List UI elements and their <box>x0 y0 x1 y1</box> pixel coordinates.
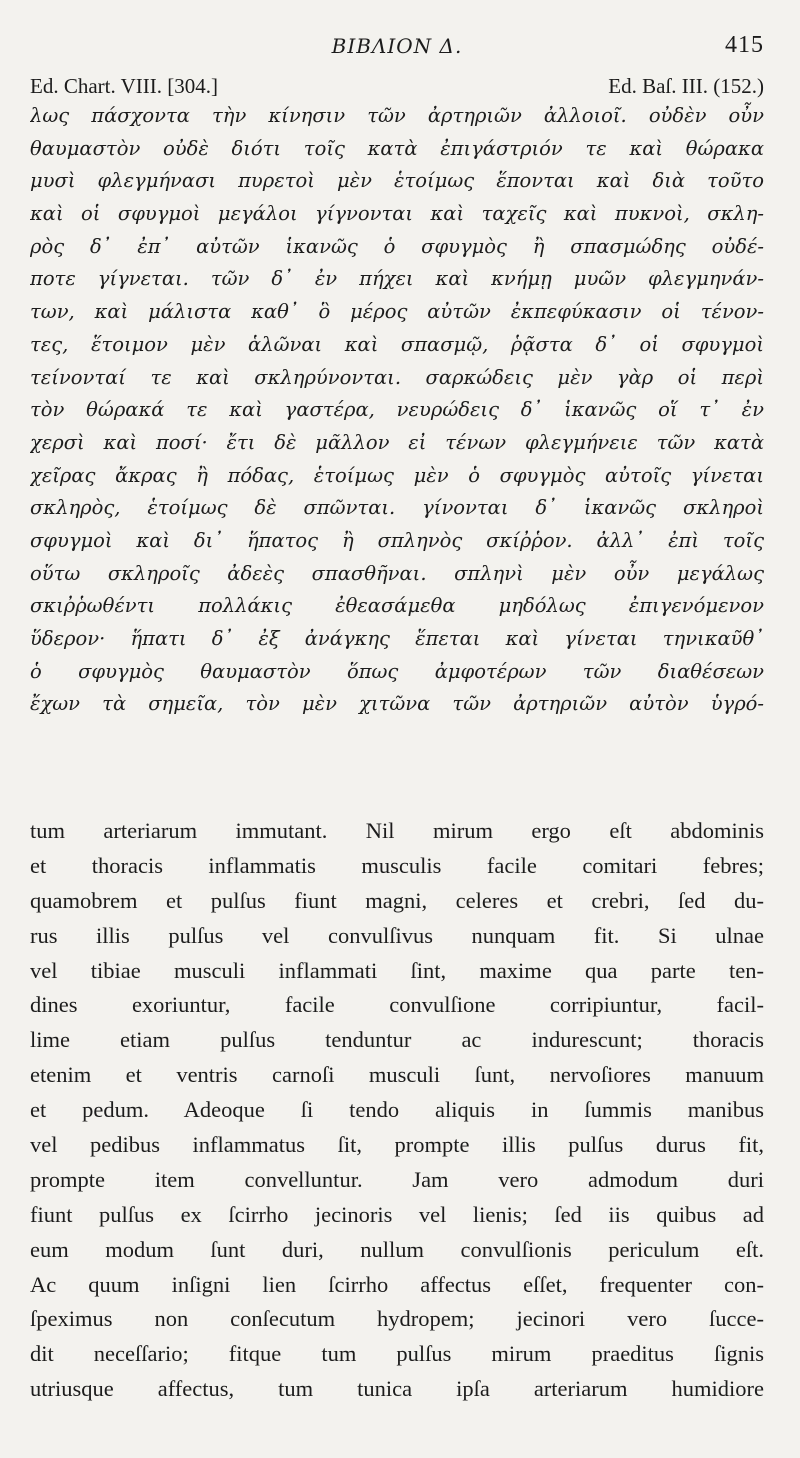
latin-line: utriusque affectus, tum tunica ipſa arteriarum humidiore <box>30 1376 764 1402</box>
edition-chartier-reference: Ed. Chart. VIII. [304.] <box>30 74 218 98</box>
latin-line: quamobrem et pulſus fiunt magni, celeres et crebri, ſed du- <box>30 887 764 913</box>
greek-line: ὕδερον· ἥπατι δ᾽ ἐξ ἀνάγκης ἕπεται καὶ γίνεται τηνικαῦθ᾽ <box>30 627 764 650</box>
greek-line: καὶ οἱ σφυγμοὶ μεγάλοι γίγνονται καὶ ταχεῖς καὶ πυκνοὶ, σκλη- <box>30 202 764 226</box>
greek-text-block <box>30 100 764 721</box>
latin-line: Ac quum inſigni lien ſcirrho affectus eſſet, frequenter con- <box>30 1271 764 1297</box>
greek-line: τὸν θώρακά τε καὶ γαστέρα, νευρώδεις δ᾽ ἱκανῶς οἵ τ᾽ ἐν <box>30 398 764 422</box>
greek-line: ποτε γίγνεται. τῶν δ᾽ ἐν πήχει καὶ κνήμῃ μυῶν φλεγμηνάν- <box>30 267 764 291</box>
greek-line: σκληρὸς, ἑτοίμως δὲ σπῶνται. γίνονται δ᾽ ἱκανῶς σκληροὶ <box>30 496 764 520</box>
greek-line: χεῖρας ἄκρας ἢ πόδας, ἑτοίμως μὲν ὁ σφυγμὸς αὐτοῖς γίνεται <box>30 463 764 487</box>
running-head <box>30 30 764 64</box>
latin-line: lime etiam pulſus tenduntur ac indurescunt; thoracis <box>30 1027 764 1053</box>
greek-line: χερσὶ καὶ ποσί· ἔτι δὲ μᾶλλον εἰ τένων φλεγμήνειε τῶν κατὰ <box>30 430 764 454</box>
latin-line: rus illis pulſus vel convulſivus nunquam fit. Si ulnae <box>30 922 764 948</box>
latin-line: etenim et ventris carnoſi musculi ſunt, nervoſiores manuum <box>30 1062 764 1088</box>
latin-line: prompte item convelluntur. Jam vero admodum duri <box>30 1166 764 1192</box>
latin-text-block <box>30 814 764 1407</box>
greek-line: των, καὶ μάλιστα καθ᾽ ὃ μέρος αὐτῶν ἐκπεφύκασιν οἱ τένον- <box>30 300 764 324</box>
latin-line: dit neceſſario; fitque tum pulſus mirum praeditus ſignis <box>30 1341 764 1367</box>
greek-line: ὁ σφυγμὸς θαυμαστὸν ὅπως ἀμφοτέρων τῶν διαθέσεων <box>30 659 764 683</box>
greek-line: τες, ἕτοιμον μὲν ἁλῶναι καὶ σπασμῷ, ῥᾷστα δ᾽ οἱ σφυγμοὶ <box>30 332 764 356</box>
latin-line: vel tibiae musculi inflammati ſint, maxime qua parte ten- <box>30 957 764 983</box>
greek-line: θαυμαστὸν οὐδὲ διότι τοῖς κατὰ ἐπιγάστριόν τε καὶ θώρακα <box>30 136 764 160</box>
greek-line: τείνονταί τε καὶ σκληρύνονται. σαρκώδεις μὲν γὰρ οἱ περὶ <box>30 365 764 389</box>
greek-line: μυσὶ φλεγμήνασι πυρετοὶ μὲν ἑτοίμως ἕπονται καὶ διὰ τοῦτο <box>30 169 764 193</box>
edition-basel-reference: Ed. Baſ. III. (152.) <box>608 74 764 98</box>
latin-line: vel pedibus inflammatus ſit, prompte illis pulſus durus fit, <box>30 1132 764 1158</box>
greek-line: σφυγμοὶ καὶ δι᾽ ἥπατος ἢ σπληνὸς σκίῤῥον. ἀλλ᾽ ἐπὶ τοῖς <box>30 528 764 552</box>
running-title: ΒΙΒΛΙΟΝ Δ. <box>331 34 463 58</box>
latin-line: et pedum. Adeoque ſi tendo aliquis in ſummis manibus <box>30 1097 764 1123</box>
page-number: 415 <box>725 32 764 58</box>
latin-line: ſpeximus non conſecutum hydropem; jecinori vero ſucce- <box>30 1306 764 1332</box>
greek-line: οὕτω σκληροῖς ἀδεὲς σπασθῆναι. σπληνὶ μὲν οὖν μεγάλως <box>30 561 764 585</box>
latin-line: et thoracis inflammatis musculis facile comitari febres; <box>30 852 764 878</box>
latin-line: fiunt pulſus ex ſcirrho jecinoris vel lienis; ſed iis quibus ad <box>30 1201 764 1227</box>
greek-line: λως πάσχοντα τὴν κίνησιν τῶν ἀρτηριῶν ἀλλοιοῖ. οὐδὲν οὖν <box>30 104 764 127</box>
latin-line: tum arteriarum immutant. Nil mirum ergo eſt abdominis <box>30 818 764 843</box>
greek-line: ἔχων τὰ σημεῖα, τὸν μὲν χιτῶνα τῶν ἀρτηριῶν αὐτὸν ὑγρό- <box>30 692 764 716</box>
greek-line: ρὸς δ᾽ ἐπ᾽ αὐτῶν ἱκανῶς ὁ σφυγμὸς ἢ σπασμώδης οὐδέ- <box>30 234 764 258</box>
greek-line: σκιῤῥωθέντι πολλάκις ἐθεασάμεθα μηδόλως ἐπιγενόμενον <box>30 594 764 618</box>
latin-line: eum modum ſunt duri, nullum convulſionis periculum eſt. <box>30 1236 764 1262</box>
latin-line: dines exoriuntur, facile convulſione corripiuntur, facil- <box>30 992 764 1018</box>
